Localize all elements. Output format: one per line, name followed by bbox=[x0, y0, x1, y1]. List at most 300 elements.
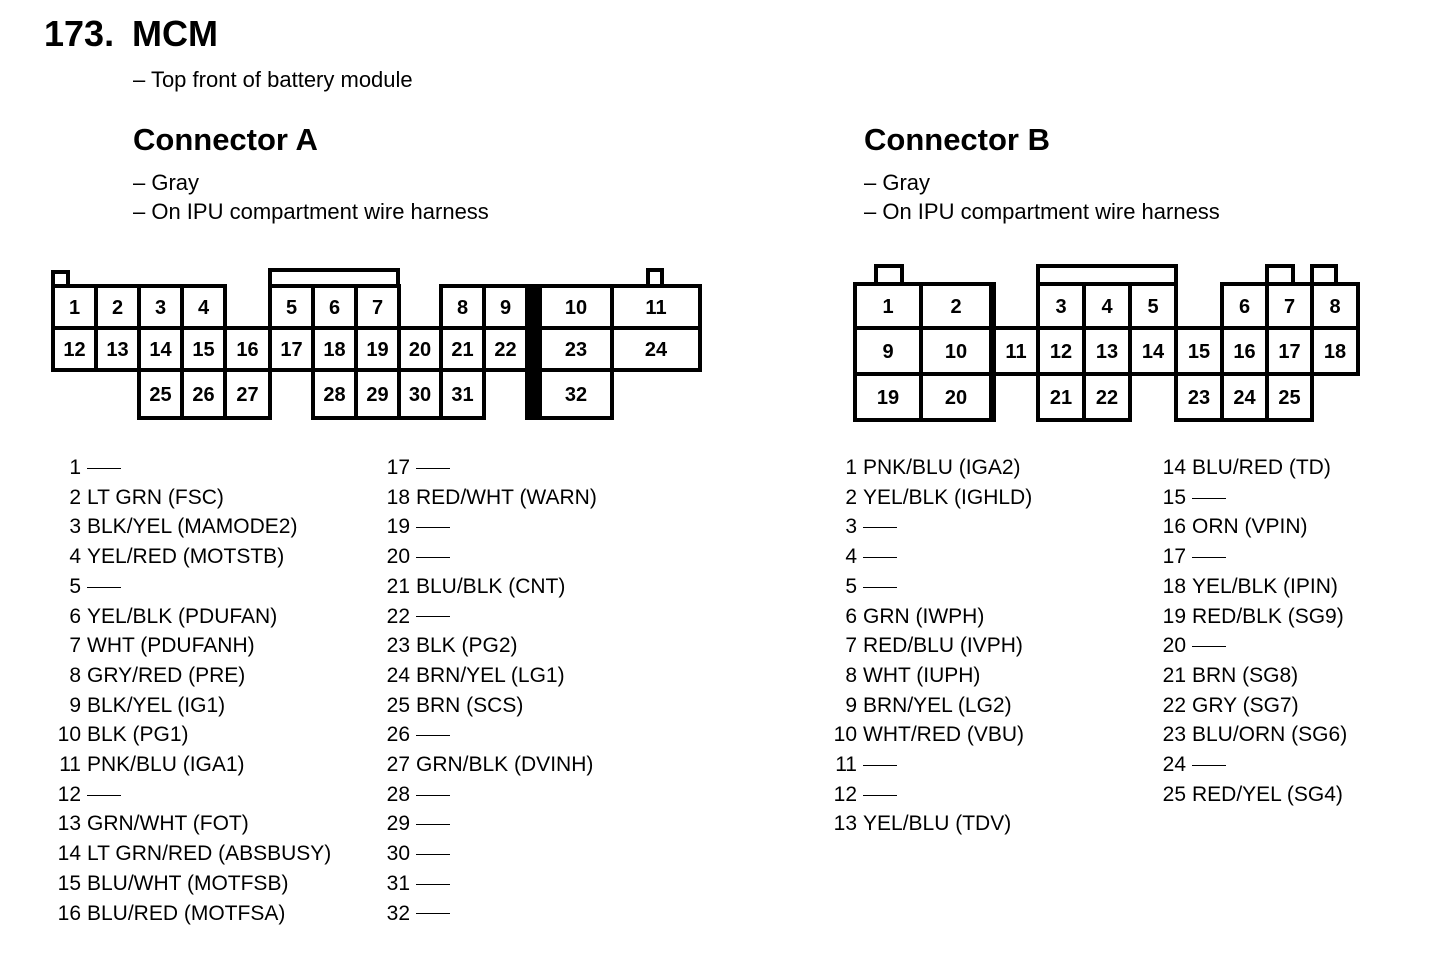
connector-b-list-row bbox=[1159, 721, 1456, 749]
connector-b-list-row bbox=[1159, 513, 1456, 541]
connector-a-list-pin-number: 31 bbox=[386, 871, 410, 895]
connector-a-pin-19 bbox=[356, 328, 399, 370]
connector-a-pin-8 bbox=[441, 286, 484, 328]
connector-a-pin-25 bbox=[139, 370, 182, 418]
connector-a-pin-6 bbox=[313, 286, 356, 328]
connector-b-list-wire: PNK/BLU (IGA2) bbox=[863, 456, 1021, 479]
connector-a-note-color: – Gray bbox=[133, 170, 200, 195]
connector-b-pin-18 bbox=[1312, 328, 1358, 374]
connector-b-pin-10 bbox=[921, 328, 991, 374]
connector-b-pin-25 bbox=[1267, 374, 1312, 420]
connector-a-pin-number: 8 bbox=[456, 297, 469, 319]
connector-a-pin-number: 18 bbox=[323, 339, 346, 361]
connector-a-list-pin-number: 18 bbox=[386, 485, 410, 509]
connector-a-pin-17 bbox=[270, 328, 313, 370]
connector-b-pin-number: 11 bbox=[1005, 341, 1027, 363]
connector-a-list-row bbox=[54, 840, 354, 868]
connector-b-list-wire: YEL/BLK (IPIN) bbox=[1192, 574, 1338, 598]
connector-b-pin-23 bbox=[1176, 374, 1222, 420]
connector-a-latch-top bbox=[270, 270, 398, 286]
connector-a-list-row bbox=[54, 543, 354, 571]
connector-a-list-row bbox=[54, 484, 354, 512]
connector-a-pin-number: 30 bbox=[408, 384, 432, 406]
connector-b-pin-number: 21 bbox=[1049, 387, 1073, 409]
connector-b-pin-5 bbox=[1130, 284, 1176, 328]
connector-b-list-row bbox=[830, 721, 1130, 749]
connector-b-pin-number: 23 bbox=[1187, 387, 1211, 409]
connector-b-pin-12 bbox=[1038, 328, 1084, 374]
connector-b-pin-number: 5 bbox=[1147, 296, 1159, 318]
connector-a-list-pin-number: 2 bbox=[69, 485, 81, 509]
connector-b-list-row bbox=[830, 454, 1130, 482]
connector-a-latch-right bbox=[648, 270, 662, 286]
connector-a-list-wire: YEL/RED (MOTSTB) bbox=[87, 545, 285, 569]
connector-b-list-row bbox=[830, 662, 1130, 690]
connector-b-list-pin-number: 5 bbox=[845, 574, 857, 598]
connector-a-list-wire: GRY/RED (PRE) bbox=[87, 663, 246, 687]
connector-a-pin-number: 24 bbox=[644, 339, 668, 361]
connector-b-list-wire bbox=[1192, 632, 1226, 660]
connector-b-pin-number: 24 bbox=[1233, 387, 1256, 409]
connector-b-pin-8 bbox=[1312, 284, 1358, 328]
connector-b-list-wire: BLU/RED (TD) bbox=[1192, 456, 1331, 479]
connector-b-list-pin-number: 20 bbox=[1162, 634, 1186, 658]
connector-b-pins bbox=[855, 284, 1358, 420]
connector-a-list-wire bbox=[416, 870, 450, 898]
connector-b-list-wire bbox=[863, 781, 897, 809]
connector-b-list-row bbox=[830, 751, 1130, 779]
connector-a-list-row bbox=[383, 840, 683, 868]
connector-a-pin-18 bbox=[313, 328, 356, 370]
connector-a-list-pin-number: 26 bbox=[386, 723, 410, 747]
connector-a-list-row bbox=[54, 513, 354, 541]
connector-a-pin-number: 6 bbox=[328, 297, 341, 319]
connector-a-pin-14 bbox=[139, 328, 182, 370]
connector-a-pin-number: 29 bbox=[366, 384, 389, 406]
connector-b-list-wire: BRN (SG8) bbox=[1192, 663, 1299, 687]
connector-b-list-row bbox=[830, 632, 1130, 660]
connector-b-list-row bbox=[1159, 603, 1456, 631]
connector-a-pin-number: 25 bbox=[149, 384, 172, 406]
connector-b-pin-3 bbox=[1038, 284, 1084, 328]
connector-a-pin-number: 5 bbox=[285, 297, 298, 319]
connector-a-list-pin-number: 23 bbox=[386, 634, 410, 658]
connector-a-pin-number: 16 bbox=[236, 339, 259, 361]
connector-a-list-pin-number: 1 bbox=[69, 456, 81, 479]
connector-b-list-wire: RED/BLU (IVPH) bbox=[863, 634, 1023, 658]
connector-a-pin-22 bbox=[484, 328, 527, 370]
connector-b-list-row bbox=[830, 810, 1130, 838]
connector-a-list-wire: BLU/BLK (CNT) bbox=[416, 574, 566, 598]
connector-a-list-pin-number: 27 bbox=[386, 753, 410, 776]
connector-a-list-pin-number: 7 bbox=[69, 634, 81, 658]
connector-b-note-location: – On IPU compartment wire harness bbox=[864, 199, 1220, 224]
unused-pin-dash bbox=[416, 527, 450, 528]
connector-b-list-pin-number: 16 bbox=[1162, 515, 1186, 539]
connector-a-list-wire bbox=[416, 810, 450, 838]
connector-a-list-wire: BLK/YEL (IG1) bbox=[87, 693, 226, 717]
connector-b-pin-number: 22 bbox=[1095, 387, 1119, 409]
unused-pin-dash bbox=[863, 795, 897, 796]
connector-a-list-row bbox=[383, 603, 683, 631]
connector-b-list-wire bbox=[863, 513, 897, 541]
connector-a-list-wire: PNK/BLU (IGA1) bbox=[87, 753, 245, 776]
connector-a-list-pin-number: 13 bbox=[57, 812, 81, 836]
connector-b-pin-number: 8 bbox=[1329, 296, 1341, 318]
connector-b-pin-number: 16 bbox=[1233, 341, 1256, 363]
connector-a-pin-13 bbox=[96, 328, 139, 370]
connector-b-pin-number: 19 bbox=[876, 387, 900, 409]
connector-a-pin-number: 28 bbox=[323, 384, 346, 406]
connector-b-pin-number: 4 bbox=[1101, 296, 1113, 318]
connector-a-list-pin-number: 25 bbox=[386, 693, 410, 717]
connector-b-pin-11 bbox=[994, 328, 1038, 374]
connector-b-list-pin-number: 15 bbox=[1162, 485, 1186, 509]
connector-b-list-wire: BRN/YEL (LG2) bbox=[863, 693, 1012, 717]
connector-a-list-pin-number: 16 bbox=[57, 901, 81, 925]
connector-b-pin-15 bbox=[1176, 328, 1222, 374]
connector-a-pin-number: 21 bbox=[451, 339, 474, 361]
unused-pin-dash bbox=[416, 616, 450, 617]
connector-a-list-pin-number: 17 bbox=[386, 456, 410, 479]
connector-a-list-row bbox=[383, 632, 683, 660]
connector-a-list-row bbox=[383, 573, 683, 601]
connector-a-pin-number: 32 bbox=[564, 384, 588, 406]
connector-b-pin-number: 20 bbox=[944, 387, 968, 409]
connector-b-list-pin-number: 2 bbox=[845, 485, 857, 509]
connector-a-pin-number: 1 bbox=[68, 297, 81, 319]
connector-b-pin-7 bbox=[1267, 284, 1312, 328]
connector-b-list-pin-number: 4 bbox=[845, 545, 857, 569]
connector-b-list-row bbox=[1159, 543, 1456, 571]
connector-a-list-wire bbox=[87, 781, 121, 809]
connector-a-pin-number: 13 bbox=[106, 339, 129, 361]
connector-a-pin-number: 27 bbox=[236, 384, 259, 406]
connector-b-list-pin-number: 21 bbox=[1162, 663, 1186, 687]
connector-a-pin-28 bbox=[313, 370, 356, 418]
connector-a-pin-20 bbox=[399, 328, 441, 370]
connector-b-list-row bbox=[1159, 632, 1456, 660]
connector-a-pin-27 bbox=[225, 370, 270, 418]
connector-a-pin-number: 17 bbox=[280, 339, 303, 361]
connector-a-pins bbox=[53, 286, 700, 418]
connector-a-pin-3 bbox=[139, 286, 182, 328]
connector-a-list-wire bbox=[416, 513, 450, 541]
connector-a-list-pin-number: 9 bbox=[69, 693, 81, 717]
connector-a-list-pin-number: 11 bbox=[59, 753, 81, 776]
connector-a-list-pin-number: 24 bbox=[386, 663, 410, 687]
connector-b-pin-22 bbox=[1084, 374, 1130, 420]
connector-a-pin-21 bbox=[441, 328, 484, 370]
connector-a-pin-10 bbox=[540, 286, 612, 328]
connector-a-pin-15 bbox=[182, 328, 225, 370]
connector-b-list-wire: ORN (VPIN) bbox=[1192, 515, 1308, 539]
connector-b-latch-right-a bbox=[1267, 266, 1293, 284]
connector-b-pin-number: 3 bbox=[1055, 296, 1067, 318]
connector-b-list-row bbox=[1159, 781, 1456, 809]
connector-a-list-wire: BLK (PG2) bbox=[416, 634, 518, 658]
unused-pin-dash bbox=[863, 765, 897, 766]
connector-a-list-pin-number: 21 bbox=[386, 574, 410, 598]
connector-b-list-wire bbox=[863, 751, 897, 779]
connector-b-list-wire bbox=[1192, 484, 1226, 512]
connector-a-list-row bbox=[383, 692, 683, 720]
connector-a-list-row bbox=[54, 751, 354, 779]
connector-b-list-pin-number: 6 bbox=[845, 604, 857, 628]
connector-a-list-wire: BLK/YEL (MAMODE2) bbox=[87, 515, 298, 539]
connector-a-pin-number: 4 bbox=[197, 297, 210, 319]
connector-a-list-row bbox=[54, 870, 354, 898]
connector-b-list-wire: BLU/ORN (SG6) bbox=[1192, 723, 1348, 747]
connector-a-list-pin-number: 5 bbox=[69, 574, 81, 598]
connector-b-latch-left bbox=[876, 266, 902, 284]
connector-a-pin-number: 3 bbox=[154, 297, 167, 319]
connector-b-pin-24 bbox=[1222, 374, 1267, 420]
connector-a-pin-7 bbox=[356, 286, 399, 328]
connector-b-list-pin-number: 10 bbox=[833, 723, 857, 747]
connector-a-list-row bbox=[54, 810, 354, 838]
connector-a-pin-number: 2 bbox=[111, 297, 124, 319]
connector-b-pin-number: 1 bbox=[882, 296, 894, 318]
connector-a-list-wire: GRN/BLK (DVINH) bbox=[416, 753, 594, 776]
connector-b-pin-number: 6 bbox=[1238, 296, 1251, 318]
connector-b-pin-14 bbox=[1130, 328, 1176, 374]
connector-a-pin-5 bbox=[270, 286, 313, 328]
connector-a-list-row bbox=[54, 573, 354, 601]
connector-a-pin-11 bbox=[612, 286, 700, 328]
connector-a-list-row bbox=[383, 454, 683, 482]
connector-a-list-row bbox=[383, 513, 683, 541]
connector-b-pin-17 bbox=[1267, 328, 1312, 374]
connector-a-list-wire: BRN/YEL (LG1) bbox=[416, 663, 565, 687]
connector-b-pin-number: 12 bbox=[1049, 341, 1073, 363]
connector-a-list-wire bbox=[416, 721, 450, 749]
connector-b-pin-number: 10 bbox=[944, 341, 968, 363]
connector-b-list-pin-number: 8 bbox=[845, 663, 857, 687]
connector-a-list-row bbox=[383, 543, 683, 571]
connector-b-pin-number: 9 bbox=[882, 341, 894, 363]
connector-b-pin-1 bbox=[855, 284, 921, 328]
connector-a-title: Connector A bbox=[133, 122, 318, 157]
connector-a-pin-2 bbox=[96, 286, 139, 328]
connector-b-list-wire: YEL/BLK (IGHLD) bbox=[863, 485, 1033, 509]
page-title-text: MCM bbox=[132, 13, 218, 54]
connector-a-list-row bbox=[383, 900, 683, 928]
connector-b-list-wire: WHT (IUPH) bbox=[863, 663, 981, 687]
connector-a-list-pin-number: 29 bbox=[386, 812, 410, 836]
connector-b-list-pin-number: 7 bbox=[845, 634, 857, 658]
connector-a-pin-number: 22 bbox=[494, 339, 517, 361]
connector-a-pin-30 bbox=[399, 370, 441, 418]
connector-a-list-wire bbox=[416, 840, 450, 868]
connector-a-pin-number: 15 bbox=[192, 339, 215, 361]
connector-a-list-row bbox=[383, 781, 683, 809]
connector-a-list-pin-number: 4 bbox=[69, 545, 81, 569]
connector-b-pin-number: 18 bbox=[1323, 341, 1347, 363]
connector-b-list-row bbox=[830, 484, 1130, 512]
connector-b-list-pin-number: 14 bbox=[1162, 456, 1186, 479]
connector-a-pin-1 bbox=[53, 286, 96, 328]
connector-b-pin-21 bbox=[1038, 374, 1084, 420]
unused-pin-dash bbox=[416, 795, 450, 796]
connector-a-list-pin-number: 20 bbox=[386, 545, 410, 569]
connector-b-pin-19 bbox=[855, 374, 921, 420]
unused-pin-dash bbox=[863, 587, 897, 588]
connector-a-list-wire: LT GRN (FSC) bbox=[87, 485, 224, 509]
connector-b-list-row bbox=[830, 543, 1130, 571]
connector-b-list-pin-number: 23 bbox=[1162, 723, 1186, 747]
connector-b-list-pin-number: 18 bbox=[1162, 574, 1186, 598]
unused-pin-dash bbox=[1192, 646, 1226, 647]
connector-a-list-pin-number: 30 bbox=[386, 842, 410, 866]
unused-pin-dash bbox=[1192, 765, 1226, 766]
connector-a-list-pin-number: 6 bbox=[69, 604, 81, 628]
connector-a-list-pin-number: 19 bbox=[386, 515, 410, 539]
connector-a-list-row bbox=[54, 781, 354, 809]
connector-b-pin-4 bbox=[1084, 284, 1130, 328]
connector-b-pin-number: 2 bbox=[950, 296, 962, 318]
connector-a-list-wire bbox=[416, 543, 450, 571]
connector-a-pin-23 bbox=[540, 328, 612, 370]
connector-b-list-row bbox=[830, 781, 1130, 809]
connector-a-list-wire: BLU/RED (MOTFSA) bbox=[87, 901, 286, 925]
connector-a-list-wire: BLK (PG1) bbox=[87, 723, 189, 747]
connector-b-pin-2 bbox=[921, 284, 991, 328]
connector-b-list-wire: GRN (IWPH) bbox=[863, 604, 985, 628]
connector-b-list-row bbox=[1159, 573, 1456, 601]
connector-b-list-pin-number: 17 bbox=[1162, 545, 1186, 569]
connector-b-list-pin-number: 19 bbox=[1162, 604, 1186, 628]
connector-a-pin-number: 26 bbox=[192, 384, 215, 406]
unused-pin-dash bbox=[416, 824, 450, 825]
connector-b-list-row bbox=[1159, 692, 1456, 720]
connector-a-list-row bbox=[383, 870, 683, 898]
connector-a-pin-4 bbox=[182, 286, 225, 328]
connector-a-list-pin-number: 15 bbox=[57, 871, 81, 895]
connector-b-list-pin-number: 24 bbox=[1162, 753, 1186, 776]
connector-a-pin-24 bbox=[612, 328, 700, 370]
connector-b-list-wire: RED/YEL (SG4) bbox=[1192, 782, 1343, 806]
connector-a-list-wire: RED/WHT (WARN) bbox=[416, 485, 597, 509]
unused-pin-dash bbox=[416, 884, 450, 885]
connector-a-list-row bbox=[54, 721, 354, 749]
connector-b-pin-number: 15 bbox=[1187, 341, 1211, 363]
connector-b-list-wire: WHT/RED (VBU) bbox=[863, 723, 1024, 747]
connector-a-list-wire: BLU/WHT (MOTFSB) bbox=[87, 871, 289, 895]
connector-a-list-pin-number: 12 bbox=[57, 782, 81, 806]
connector-b-list-row bbox=[1159, 751, 1456, 779]
connector-b-list-pin-number: 11 bbox=[835, 753, 857, 776]
connector-b-title: Connector B bbox=[864, 122, 1050, 157]
connector-a-list-row bbox=[54, 454, 354, 482]
connector-a-pin-31 bbox=[441, 370, 484, 418]
connector-b-list-row bbox=[830, 513, 1130, 541]
connector-a-list-row bbox=[383, 484, 683, 512]
unused-pin-dash bbox=[416, 854, 450, 855]
connector-a-list-row bbox=[383, 721, 683, 749]
connector-b-pin-9 bbox=[855, 328, 921, 374]
connector-a-pin-number: 20 bbox=[408, 339, 432, 361]
connector-b-pin-number: 17 bbox=[1278, 341, 1301, 363]
connector-a-pin-number: 7 bbox=[371, 297, 384, 319]
connector-b-list-row bbox=[1159, 454, 1456, 482]
connector-a-list-row bbox=[54, 603, 354, 631]
unused-pin-dash bbox=[1192, 557, 1226, 558]
connector-b-list-row bbox=[830, 603, 1130, 631]
connector-a-note-location: – On IPU compartment wire harness bbox=[133, 199, 489, 224]
connector-b-latch-top bbox=[1038, 266, 1176, 284]
connector-a-list-pin-number: 3 bbox=[69, 515, 81, 539]
connector-a-pin-number: 23 bbox=[564, 339, 588, 361]
location-note: – Top front of battery module bbox=[133, 67, 413, 92]
unused-pin-dash bbox=[863, 527, 897, 528]
connector-a-list-wire bbox=[87, 454, 121, 482]
connector-a-list-row bbox=[383, 751, 683, 779]
connector-a-list-wire: WHT (PDUFANH) bbox=[87, 634, 255, 658]
unused-pin-dash bbox=[87, 468, 121, 469]
connector-a-pin-16 bbox=[225, 328, 270, 370]
connector-a-list-wire: YEL/BLK (PDUFAN) bbox=[87, 604, 278, 628]
connector-a-pin-32 bbox=[540, 370, 612, 418]
connector-a-pin-number: 19 bbox=[366, 339, 389, 361]
connector-b-list-pin-number: 3 bbox=[845, 515, 857, 539]
connector-b-list-row bbox=[830, 692, 1130, 720]
connector-a-list-row bbox=[383, 662, 683, 690]
connector-a-list-wire: LT GRN/RED (ABSBUSY) bbox=[87, 842, 332, 866]
connector-a-list-row bbox=[54, 900, 354, 928]
connector-b-pin-6 bbox=[1222, 284, 1267, 328]
connector-b-pin-16 bbox=[1222, 328, 1267, 374]
connector-b-pin-number: 7 bbox=[1283, 296, 1296, 318]
connector-b-list-pin-number: 1 bbox=[845, 456, 857, 479]
connector-a-pin-number: 10 bbox=[564, 297, 588, 319]
connector-b-pin-number: 14 bbox=[1141, 341, 1165, 363]
connector-a-list-wire bbox=[416, 603, 450, 631]
connector-a-list-wire bbox=[87, 573, 121, 601]
connector-a-list-wire: GRN/WHT (FOT) bbox=[87, 812, 249, 836]
connector-b-list-wire bbox=[863, 573, 897, 601]
connector-a-pin-number: 12 bbox=[63, 339, 86, 361]
connector-b-pin-number: 13 bbox=[1095, 341, 1119, 363]
unused-pin-dash bbox=[1192, 498, 1226, 499]
connector-a-list-wire bbox=[416, 781, 450, 809]
connector-a-list-pin-number: 8 bbox=[69, 663, 81, 687]
connector-a-list-row bbox=[54, 632, 354, 660]
connector-b-note-color: – Gray bbox=[864, 170, 931, 195]
unused-pin-dash bbox=[863, 557, 897, 558]
connector-b-list-wire: RED/BLK (SG9) bbox=[1192, 604, 1344, 628]
connector-a-pin-26 bbox=[182, 370, 225, 418]
connector-b-list-row bbox=[1159, 484, 1456, 512]
connector-b-list-pin-number: 25 bbox=[1162, 782, 1186, 806]
unused-pin-dash bbox=[416, 735, 450, 736]
connector-b-list-pin-number: 22 bbox=[1162, 693, 1186, 717]
connector-a-pin-12 bbox=[53, 328, 96, 370]
connector-b-pin-13 bbox=[1084, 328, 1130, 374]
unused-pin-dash bbox=[87, 795, 121, 796]
connector-b-list-pin-number: 12 bbox=[833, 782, 857, 806]
connector-b-list-wire: YEL/BLU (TDV) bbox=[863, 812, 1012, 836]
connector-b-list-row bbox=[1159, 662, 1456, 690]
connector-b-list-row bbox=[830, 573, 1130, 601]
connector-a-list-pin-number: 22 bbox=[386, 604, 410, 628]
connector-a-list-pin-number: 32 bbox=[386, 901, 410, 925]
unused-pin-dash bbox=[87, 587, 121, 588]
connector-a-list-pin-number: 10 bbox=[57, 723, 81, 747]
connector-b-list-wire: GRY (SG7) bbox=[1192, 693, 1299, 717]
connector-a-pin-number: 11 bbox=[645, 297, 667, 319]
connector-b-pin-number: 25 bbox=[1278, 387, 1301, 409]
